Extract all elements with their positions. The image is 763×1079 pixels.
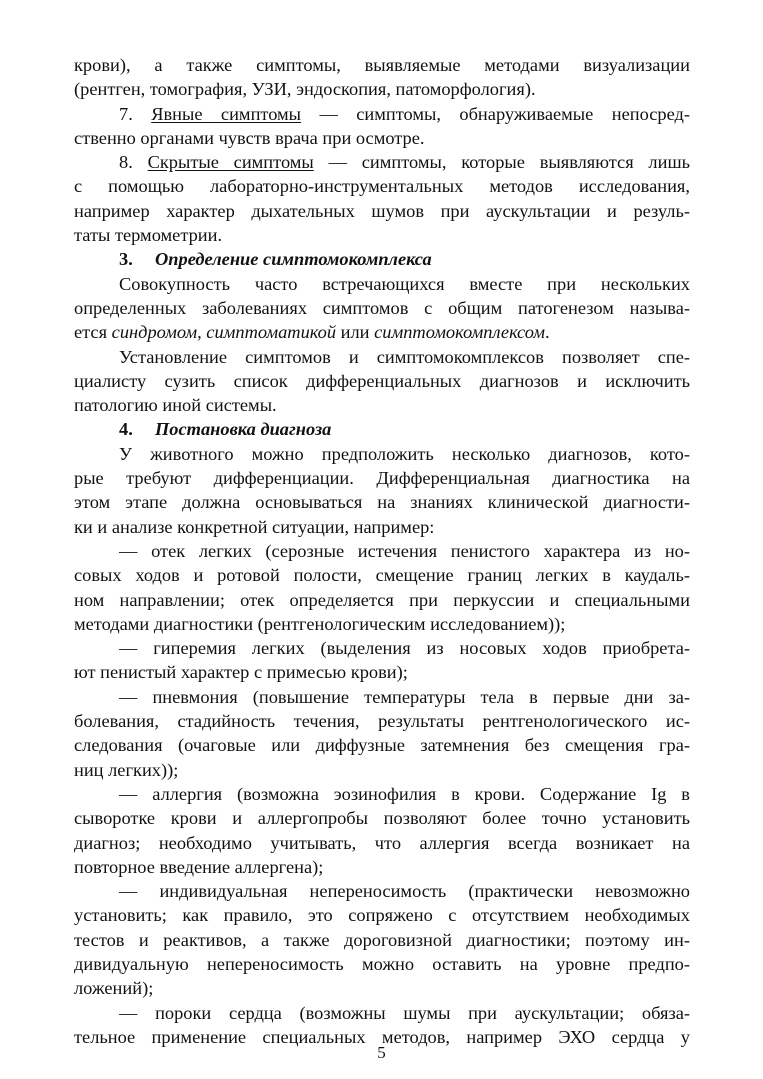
text-line: сыворотке крови и аллергопробы позволяют более точно установить <box>74 808 690 829</box>
text-line: ном направлении; отек определяется при перкуссии и специальными <box>74 589 690 610</box>
section-title: Определение симптомокомплекса <box>155 249 432 270</box>
section-title: Постановка диагноза <box>155 419 332 440</box>
section-heading-3 <box>74 247 690 271</box>
text-line: (рентген, томография, УЗИ, эндоскопия, патоморфология). <box>74 79 536 100</box>
text-line: патологию иной системы. <box>74 395 277 416</box>
text-line: ки и анализе конкретной ситуации, например: <box>74 516 435 537</box>
list-item: — гиперемия легких (выделения из носовых ходов приобрета- <box>119 638 690 659</box>
list-item: — аллергия (возможна эозинофилия в крови. Содержание Ig в <box>119 783 690 804</box>
page-number: 5 <box>377 1043 386 1062</box>
text-fragment: ется <box>74 322 112 343</box>
text-line: ственно органами чувств врача при осмотре. <box>74 127 425 148</box>
text-line: методами диагностики (рентгенологическим исследованием)); <box>74 613 566 634</box>
section-number: 3. <box>119 249 133 270</box>
text-line: тестов и реактивов, а также дороговизной диагностики; поэтому ин- <box>74 929 690 950</box>
text-line: определенных заболеваниях симптомов с общим патогенезом называ- <box>74 297 690 318</box>
definition-text: — симптомы, которые выявляются лишь <box>313 152 690 173</box>
list-item: — пороки сердца (возможны шумы при аускультации; обяза- <box>119 1002 690 1023</box>
text-line: Установление симптомов и симптомокомплексов позволяет спе- <box>119 346 690 367</box>
text-fragment: . <box>544 322 550 343</box>
text-line: таты термометрии. <box>74 225 223 246</box>
text-line: ниц легких)); <box>74 759 179 780</box>
text-line: повторное введение аллергена); <box>74 856 324 877</box>
text-line: следования (очаговые или диффузные затемнения без смещения гра- <box>74 735 690 756</box>
item-number: 7. <box>119 103 152 124</box>
text-line <box>74 320 690 344</box>
definition-text: — симптомы, обнаруживаемые непосред- <box>301 103 690 124</box>
text-line: например характер дыхательных шумов при аускультации и резуль- <box>74 200 690 221</box>
text-line: У животного можно предположить несколько диагнозов, кото- <box>119 443 690 464</box>
text-line: установить; как правило, это сопряжено с отсутствием необходимых <box>74 905 690 926</box>
list-item-hidden-symptoms <box>74 150 690 174</box>
text-line: тельное применение специальных методов, например ЭХО сердца у <box>74 1026 690 1047</box>
text-line: диагноз; необходимо учитывать, что аллергия всегда возникает на <box>74 832 690 853</box>
list-item-explicit-symptoms <box>74 102 690 126</box>
text-line: совых ходов и ротовой полости, смещение границ легких в каудаль- <box>74 565 690 586</box>
term-explicit-symptoms: Явные симптомы <box>151 103 302 124</box>
text-line: с помощью лабораторно-инструментальных методов исследования, <box>74 176 690 197</box>
text-line: этом этапе должна основываться на знаниях клинической диагности- <box>74 492 690 513</box>
text-fragment: или <box>336 322 375 343</box>
list-item: — индивидуальная непереносимость (практически невозможно <box>119 881 690 902</box>
section-heading-4 <box>74 417 690 441</box>
text-line: дивидуальную непереносимость можно оставить на уровне предпо- <box>74 953 690 974</box>
text-line: крови), а также симптомы, выявляемые методами визуализации <box>74 55 690 75</box>
text-line: Совокупность часто встречающихся вместе при нескольких <box>119 273 690 294</box>
text-line: рые требуют дифференциации. Дифференциальная диагностика на <box>74 468 690 489</box>
text-line: ложений); <box>74 978 154 999</box>
text-line: ют пенистый характер с примесью крови); <box>74 662 408 683</box>
list-item: — отек легких (серозные истечения пенистого характера из но- <box>119 540 690 561</box>
section-number: 4. <box>119 419 133 440</box>
italic-term: синдромом, симптоматикой <box>111 322 337 343</box>
item-number: 8. <box>119 152 148 173</box>
text-line: циалисту сузить список дифференциальных диагнозов и исключить <box>74 370 690 391</box>
italic-term: симптомокомплексом <box>374 322 545 343</box>
text-line: болевания, стадийность течения, результаты рентгенологического ис- <box>74 711 690 732</box>
document-page <box>74 53 690 1049</box>
list-item: — пневмония (повышение температуры тела в первые дни за- <box>119 686 690 707</box>
term-hidden-symptoms: Скрытые симптомы <box>147 152 314 173</box>
